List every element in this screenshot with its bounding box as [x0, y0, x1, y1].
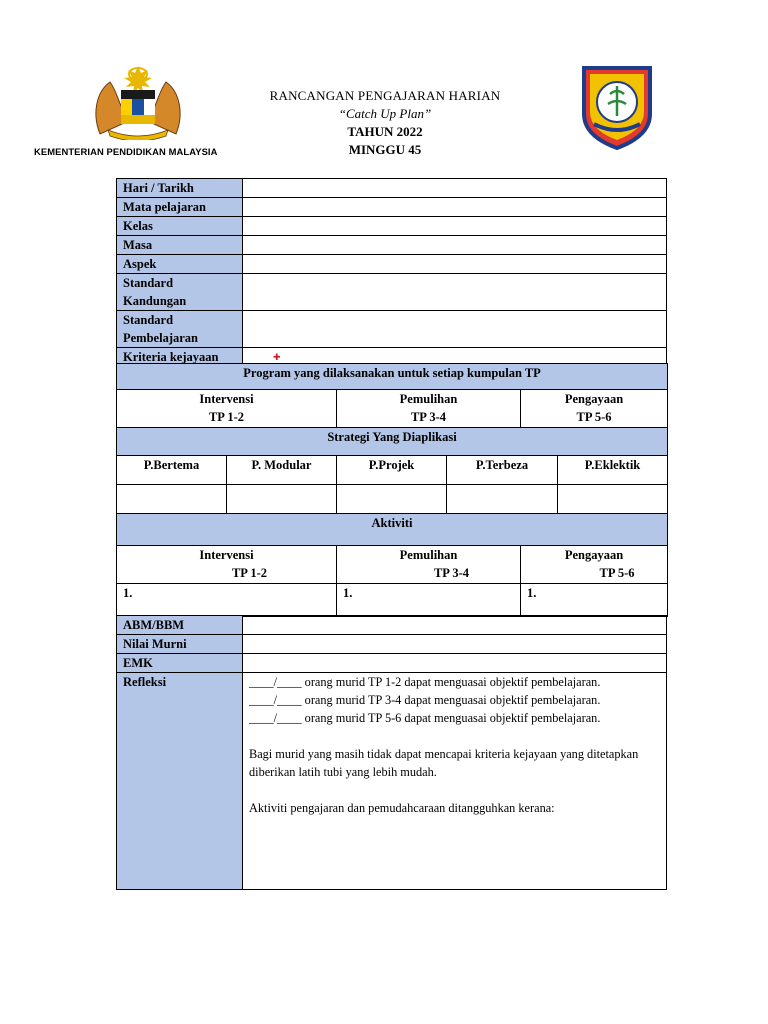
- table-row: [117, 514, 668, 546]
- table-row: [117, 364, 668, 390]
- lesson-info-table: [116, 178, 667, 368]
- program-intervensi: Intervensi TP 1-2: [117, 390, 337, 428]
- document-week: MINGGU 45: [348, 142, 422, 157]
- document-year: TAHUN 2022: [347, 124, 423, 139]
- strategy-projek: P.Projek: [337, 456, 447, 485]
- strategy-modular: P. Modular: [227, 456, 337, 485]
- activity-pengayaan: Pengayaan TP 5-6: [521, 546, 668, 584]
- strategy-eklektik: P.Eklektik: [558, 456, 668, 485]
- field-standard-pembelajaran[interactable]: [243, 311, 667, 348]
- program-heading: Program yang dilaksanakan untuk setiap kumpulan TP: [117, 364, 668, 390]
- field-aspek[interactable]: [243, 255, 667, 274]
- ministry-name: KEMENTERIAN PENDIDIKAN MALAYSIA: [34, 146, 218, 157]
- reflection-table: [116, 615, 667, 890]
- table-row: [117, 311, 667, 348]
- label-refleksi: Refleksi: [117, 673, 243, 890]
- table-row: [117, 179, 667, 198]
- label-standard-kandungan: Standard Kandungan: [117, 274, 243, 311]
- table-row: [117, 390, 668, 428]
- table-row: [117, 428, 668, 456]
- table-row: [117, 198, 667, 217]
- document-title-block: [230, 87, 540, 159]
- label-abm-bbm: ABM/BBM: [117, 616, 243, 635]
- strategy-cell-terbeza[interactable]: [447, 485, 558, 514]
- label-emk: EMK: [117, 654, 243, 673]
- field-nilai-murni[interactable]: [243, 635, 667, 654]
- field-emk[interactable]: [243, 654, 667, 673]
- program-strategy-table: [116, 363, 668, 617]
- strategy-terbeza: P.Terbeza: [447, 456, 558, 485]
- program-pemulihan: Pemulihan TP 3-4: [337, 390, 521, 428]
- label-masa: Masa: [117, 236, 243, 255]
- document-subtitle: “Catch Up Plan”: [338, 106, 432, 121]
- activity-intervensi: Intervensi TP 1-2: [117, 546, 337, 584]
- activity-item-pemulihan[interactable]: 1.: [337, 584, 521, 617]
- activity-item-pengayaan[interactable]: 1.: [521, 584, 668, 617]
- reflection-postponed: Aktiviti pengajaran dan pemudahcaraan ditangguhkan kerana:: [249, 801, 555, 815]
- school-badge-logo: [580, 62, 654, 150]
- document-title: RANCANGAN PENGAJARAN HARIAN: [269, 88, 501, 103]
- label-hari-tarikh: Hari / Tarikh: [117, 179, 243, 198]
- program-pengayaan: Pengayaan TP 5-6: [521, 390, 668, 428]
- activity-heading: Aktiviti: [117, 514, 668, 546]
- strategy-bertema: P.Bertema: [117, 456, 227, 485]
- strategy-cell-projek[interactable]: [337, 485, 447, 514]
- table-row: [117, 635, 667, 654]
- label-kelas: Kelas: [117, 217, 243, 236]
- table-row: [117, 217, 667, 236]
- table-row: [117, 236, 667, 255]
- table-row: [117, 546, 668, 584]
- table-row: [117, 673, 667, 890]
- label-mata-pelajaran: Mata pelajaran: [117, 198, 243, 217]
- field-abm-bbm[interactable]: [243, 616, 667, 635]
- coat-of-arms-logo: [88, 64, 188, 140]
- reflection-line-tp56: ____/____ orang murid TP 5-6 dapat menguasai objektif pembelajaran.: [249, 711, 601, 725]
- reflection-line-tp34: ____/____ orang murid TP 3-4 dapat menguasai objektif pembelajaran.: [249, 693, 601, 707]
- table-row: [117, 654, 667, 673]
- label-standard-pembelajaran: Standard Pembelajaran: [117, 311, 243, 348]
- field-kelas[interactable]: [243, 217, 667, 236]
- table-row: [117, 485, 668, 514]
- field-refleksi[interactable]: [243, 673, 667, 890]
- table-row: [117, 616, 667, 635]
- reflection-line-tp12: ____/____ orang murid TP 1-2 dapat menguasai objektif pembelajaran.: [249, 675, 601, 689]
- table-row: [117, 274, 667, 311]
- strategy-cell-bertema[interactable]: [117, 485, 227, 514]
- marker-icon: ✚: [273, 352, 281, 362]
- label-aspek: Aspek: [117, 255, 243, 274]
- reflection-note: Bagi murid yang masih tidak dapat mencapai kriteria kejayaan yang ditetapkan diberikan latih tubi yang lebih mudah.: [249, 747, 639, 779]
- field-mata-pelajaran[interactable]: [243, 198, 667, 217]
- label-nilai-murni: Nilai Murni: [117, 635, 243, 654]
- label-kriteria-kejayaan: Kriteria kejayaan: [117, 348, 243, 368]
- table-row: [117, 255, 667, 274]
- table-row: [117, 584, 668, 617]
- table-row: [117, 456, 668, 485]
- field-standard-kandungan[interactable]: [243, 274, 667, 311]
- field-hari-tarikh[interactable]: [243, 179, 667, 198]
- strategy-heading: Strategi Yang Diaplikasi: [117, 428, 668, 456]
- field-masa[interactable]: [243, 236, 667, 255]
- activity-item-intervensi[interactable]: 1.: [117, 584, 337, 617]
- strategy-cell-eklektik[interactable]: [558, 485, 668, 514]
- strategy-cell-modular[interactable]: [227, 485, 337, 514]
- activity-pemulihan: Pemulihan TP 3-4: [337, 546, 521, 584]
